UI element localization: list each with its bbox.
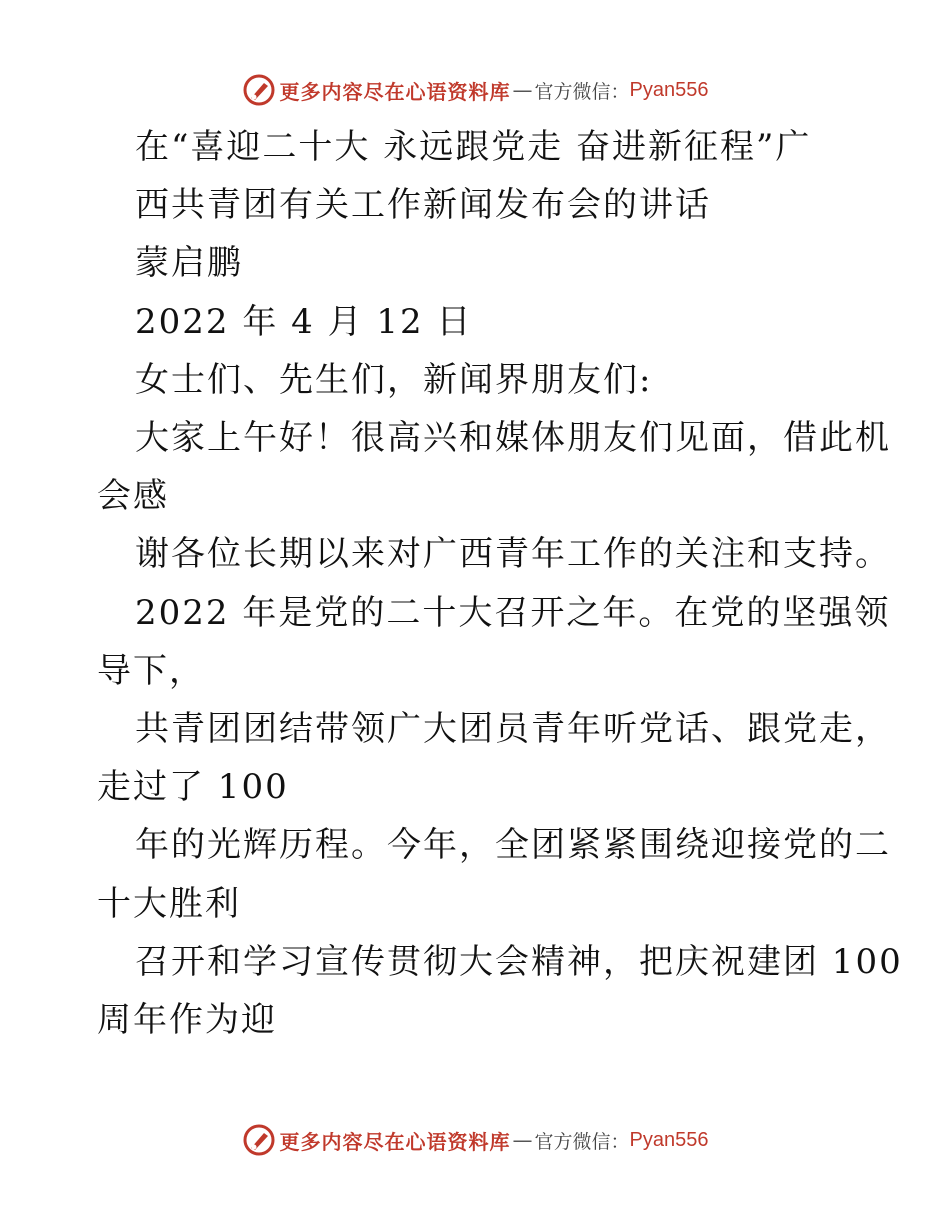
pen-logo-icon (242, 73, 276, 107)
brand-text: 更多内容尽在心语资料库 (279, 1129, 511, 1154)
paragraph-line: 走过了 100 (97, 767, 289, 808)
official-wechat-label: 官方微信： (534, 1130, 630, 1153)
paragraph-line: 大家上午好！很高兴和媒体朋友们见面，借此机 (135, 418, 891, 459)
salutation: 女士们、先生们，新闻界朋友们: (135, 359, 653, 400)
brand-text: 更多内容尽在心语资料库 (279, 79, 511, 104)
paragraph-line: 周年作为迎 (97, 1000, 277, 1041)
paragraph-line: 共青团团结带领广大团员青年听党话、跟党走， (135, 709, 891, 750)
title-line-2: 西共青团有关工作新闻发布会的讲话 (135, 185, 711, 226)
author-name: 蒙启鹏 (135, 243, 243, 284)
paragraph-line: 谢各位长期以来对广西青年工作的关注和支持。 (135, 534, 891, 575)
speech-date: 2022 年 4 月 12 日 (135, 301, 473, 342)
pen-logo-icon (242, 1123, 276, 1157)
separator-dash: — (512, 78, 533, 102)
paragraph-line: 导下， (97, 650, 205, 691)
document-body (97, 118, 903, 1049)
footer-banner (0, 1120, 950, 1160)
paragraph-line: 2022 年是党的二十大召开之年。在党的坚强领 (135, 592, 891, 633)
separator-dash: — (512, 1128, 533, 1152)
paragraph-line: 年的光辉历程。今年，全团紧紧围绕迎接党的二 (135, 825, 891, 866)
paragraph-line: 十大胜利 (97, 883, 241, 924)
wechat-id: Pyan556 (629, 1128, 709, 1151)
paragraph-line: 会感 (97, 476, 169, 517)
header-banner (0, 70, 950, 110)
official-wechat-label: 官方微信： (534, 80, 630, 103)
title-line-1: 在“喜迎二十大 永远跟党走 奋进新征程”广 (135, 127, 812, 167)
wechat-id: Pyan556 (629, 78, 709, 101)
paragraph-line: 召开和学习宣传贯彻大会精神，把庆祝建团 100 (135, 941, 903, 982)
